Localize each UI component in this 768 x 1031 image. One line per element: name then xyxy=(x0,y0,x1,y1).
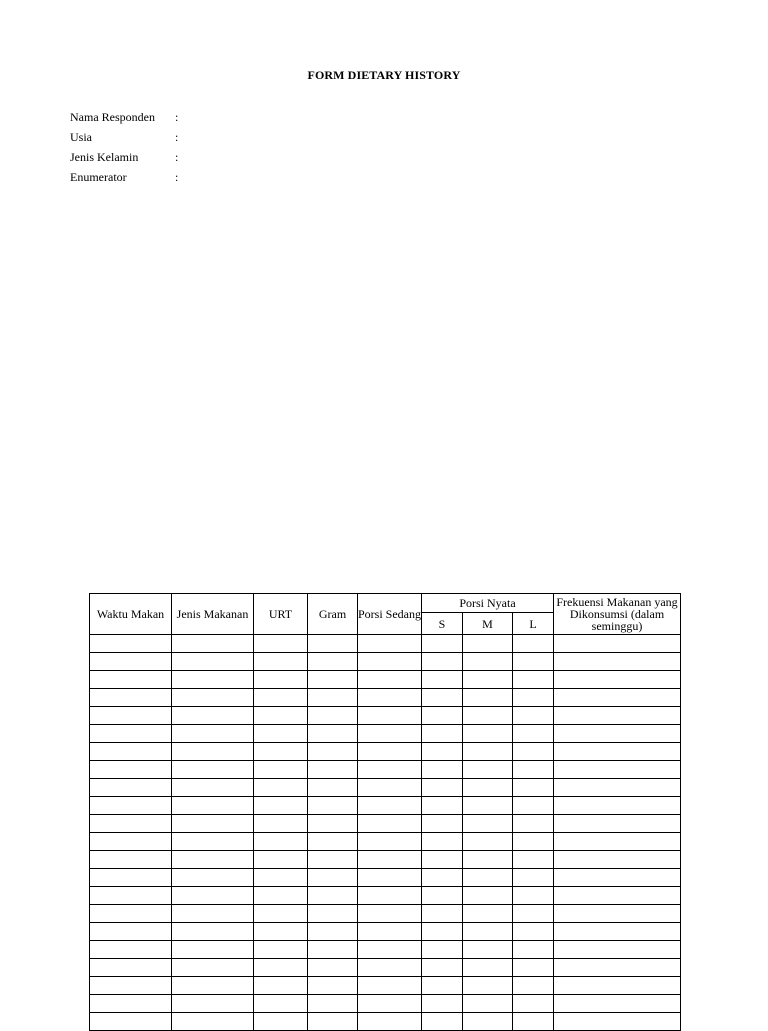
table-cell[interactable] xyxy=(90,635,172,653)
table-cell[interactable] xyxy=(513,815,554,833)
table-cell[interactable] xyxy=(358,905,422,923)
table-cell[interactable] xyxy=(358,671,422,689)
table-cell[interactable] xyxy=(463,977,513,995)
table-cell[interactable] xyxy=(554,959,681,977)
table-row xyxy=(90,941,681,959)
field-label: Jenis Kelamin xyxy=(70,150,139,164)
table-cell[interactable] xyxy=(554,977,681,995)
table-cell[interactable] xyxy=(90,905,172,923)
table-cell[interactable] xyxy=(554,653,681,671)
table-cell[interactable] xyxy=(358,869,422,887)
table-cell[interactable] xyxy=(90,689,172,707)
table-cell[interactable] xyxy=(422,797,463,815)
table-cell[interactable] xyxy=(308,743,358,761)
table-cell[interactable] xyxy=(90,653,172,671)
table-cell[interactable] xyxy=(90,707,172,725)
table-cell[interactable] xyxy=(513,779,554,797)
table-cell[interactable] xyxy=(463,761,513,779)
table-cell[interactable] xyxy=(358,887,422,905)
field-colon: : xyxy=(175,150,179,164)
table-cell[interactable] xyxy=(554,941,681,959)
table-cell[interactable] xyxy=(308,941,358,959)
table-cell[interactable] xyxy=(358,959,422,977)
table-cell[interactable] xyxy=(463,743,513,761)
table-cell[interactable] xyxy=(358,1013,422,1031)
respondent-fields xyxy=(70,110,185,190)
table-cell[interactable] xyxy=(90,671,172,689)
table-cell[interactable] xyxy=(554,797,681,815)
table-cell[interactable] xyxy=(554,743,681,761)
table-row xyxy=(90,977,681,995)
table-cell[interactable] xyxy=(172,851,254,869)
table-cell[interactable] xyxy=(254,1013,308,1031)
table-cell[interactable] xyxy=(513,905,554,923)
table-cell[interactable] xyxy=(254,689,308,707)
table-row xyxy=(90,797,681,815)
table-cell[interactable] xyxy=(254,851,308,869)
table-cell[interactable] xyxy=(308,923,358,941)
table-cell[interactable] xyxy=(90,887,172,905)
table-cell[interactable] xyxy=(90,743,172,761)
header-m: M xyxy=(463,613,513,635)
table-cell[interactable] xyxy=(308,959,358,977)
table-cell[interactable] xyxy=(554,725,681,743)
table-cell[interactable] xyxy=(90,1013,172,1031)
table-cell[interactable] xyxy=(422,995,463,1013)
header-urt: URT xyxy=(254,594,308,635)
header-gram: Gram xyxy=(308,594,358,635)
table-row xyxy=(90,869,681,887)
table-cell[interactable] xyxy=(513,977,554,995)
field-colon: : xyxy=(175,170,179,184)
table-cell[interactable] xyxy=(422,707,463,725)
table-cell[interactable] xyxy=(90,761,172,779)
table-row xyxy=(90,815,681,833)
table-cell[interactable] xyxy=(463,1013,513,1031)
table-cell[interactable] xyxy=(358,977,422,995)
table-row xyxy=(90,959,681,977)
table-cell[interactable] xyxy=(422,941,463,959)
table-cell[interactable] xyxy=(422,671,463,689)
table-cell[interactable] xyxy=(422,1013,463,1031)
table-cell[interactable] xyxy=(254,815,308,833)
table-cell[interactable] xyxy=(358,689,422,707)
table-cell[interactable] xyxy=(254,995,308,1013)
table-cell[interactable] xyxy=(254,743,308,761)
table-cell[interactable] xyxy=(308,905,358,923)
header-porsi-sedang: Porsi Sedang xyxy=(358,594,422,635)
table-cell[interactable] xyxy=(254,959,308,977)
table-cell[interactable] xyxy=(463,725,513,743)
table-cell[interactable] xyxy=(358,995,422,1013)
table-cell[interactable] xyxy=(172,689,254,707)
field-colon: : xyxy=(175,130,179,144)
table-cell[interactable] xyxy=(422,761,463,779)
table-cell[interactable] xyxy=(554,815,681,833)
field-label: Usia xyxy=(70,130,92,144)
table-cell[interactable] xyxy=(90,995,172,1013)
table-cell[interactable] xyxy=(90,923,172,941)
field-usia xyxy=(70,130,185,150)
table-cell[interactable] xyxy=(554,905,681,923)
table-cell[interactable] xyxy=(308,779,358,797)
table-row xyxy=(90,653,681,671)
table-cell[interactable] xyxy=(254,977,308,995)
table-cell[interactable] xyxy=(172,869,254,887)
table-cell[interactable] xyxy=(513,689,554,707)
table-row xyxy=(90,635,681,653)
table-cell[interactable] xyxy=(463,653,513,671)
table-cell[interactable] xyxy=(308,707,358,725)
table-cell[interactable] xyxy=(554,779,681,797)
table-cell[interactable] xyxy=(254,797,308,815)
table-cell[interactable] xyxy=(422,653,463,671)
table-cell[interactable] xyxy=(422,689,463,707)
table-cell[interactable] xyxy=(358,779,422,797)
table-cell[interactable] xyxy=(308,851,358,869)
table-cell[interactable] xyxy=(513,635,554,653)
table-row xyxy=(90,725,681,743)
table-cell[interactable] xyxy=(172,977,254,995)
table-cell[interactable] xyxy=(358,851,422,869)
table-cell[interactable] xyxy=(358,725,422,743)
table-cell[interactable] xyxy=(308,815,358,833)
table-cell[interactable] xyxy=(172,887,254,905)
table-cell[interactable] xyxy=(254,671,308,689)
table-row xyxy=(90,887,681,905)
table-row xyxy=(90,833,681,851)
table-row xyxy=(90,995,681,1013)
table-cell[interactable] xyxy=(513,671,554,689)
table-cell[interactable] xyxy=(254,923,308,941)
table-cell[interactable] xyxy=(172,1013,254,1031)
table-cell[interactable] xyxy=(554,851,681,869)
field-jenis-kelamin xyxy=(70,150,185,170)
table-cell[interactable] xyxy=(254,833,308,851)
table-row xyxy=(90,707,681,725)
table-row xyxy=(90,743,681,761)
table-cell[interactable] xyxy=(308,797,358,815)
table-cell[interactable] xyxy=(308,977,358,995)
table-row xyxy=(90,779,681,797)
table-cell[interactable] xyxy=(308,671,358,689)
table-row xyxy=(90,671,681,689)
table-cell[interactable] xyxy=(554,995,681,1013)
table-cell[interactable] xyxy=(308,833,358,851)
table-cell[interactable] xyxy=(554,689,681,707)
table-cell[interactable] xyxy=(463,635,513,653)
table-cell[interactable] xyxy=(463,941,513,959)
table-cell[interactable] xyxy=(463,689,513,707)
table-cell[interactable] xyxy=(254,653,308,671)
table-cell[interactable] xyxy=(308,1013,358,1031)
table-cell[interactable] xyxy=(172,761,254,779)
field-nama-responden xyxy=(70,110,185,130)
table-row xyxy=(90,923,681,941)
table-cell[interactable] xyxy=(422,635,463,653)
header-frekuensi: Frekuensi Makanan yang Dikonsumsi (dalam seminggu) xyxy=(554,594,681,635)
table-cell[interactable] xyxy=(358,923,422,941)
table-cell[interactable] xyxy=(172,995,254,1013)
table-cell[interactable] xyxy=(463,851,513,869)
table-cell[interactable] xyxy=(463,923,513,941)
table-cell[interactable] xyxy=(422,851,463,869)
table-cell[interactable] xyxy=(463,887,513,905)
table-cell[interactable] xyxy=(172,905,254,923)
table-cell[interactable] xyxy=(463,995,513,1013)
table-cell[interactable] xyxy=(254,725,308,743)
header-s: S xyxy=(422,613,463,635)
table-cell[interactable] xyxy=(422,815,463,833)
field-colon: : xyxy=(175,110,179,124)
table-cell[interactable] xyxy=(90,977,172,995)
table-cell[interactable] xyxy=(172,941,254,959)
table-cell[interactable] xyxy=(358,761,422,779)
table-cell[interactable] xyxy=(172,779,254,797)
table-cell[interactable] xyxy=(90,869,172,887)
table-cell[interactable] xyxy=(554,869,681,887)
table-cell[interactable] xyxy=(358,707,422,725)
table-cell[interactable] xyxy=(463,671,513,689)
field-label: Nama Responden xyxy=(70,110,155,124)
table-cell[interactable] xyxy=(358,797,422,815)
table-cell[interactable] xyxy=(463,833,513,851)
table-cell[interactable] xyxy=(90,797,172,815)
table-cell[interactable] xyxy=(554,671,681,689)
table-cell[interactable] xyxy=(172,833,254,851)
table-cell[interactable] xyxy=(422,869,463,887)
table-body xyxy=(90,635,681,1031)
table-row xyxy=(90,761,681,779)
table-cell[interactable] xyxy=(358,653,422,671)
header-l: L xyxy=(513,613,554,635)
table-cell[interactable] xyxy=(308,869,358,887)
table-cell[interactable] xyxy=(254,779,308,797)
table-row xyxy=(90,905,681,923)
table-cell[interactable] xyxy=(172,743,254,761)
table-cell[interactable] xyxy=(90,941,172,959)
table-cell[interactable] xyxy=(254,905,308,923)
table-cell[interactable] xyxy=(554,1013,681,1031)
table-cell[interactable] xyxy=(513,833,554,851)
table-cell[interactable] xyxy=(513,887,554,905)
table-cell[interactable] xyxy=(422,959,463,977)
table-cell[interactable] xyxy=(554,635,681,653)
table-cell[interactable] xyxy=(422,977,463,995)
table-cell[interactable] xyxy=(513,923,554,941)
table-cell[interactable] xyxy=(422,725,463,743)
table-cell[interactable] xyxy=(513,869,554,887)
table-cell[interactable] xyxy=(513,995,554,1013)
table-cell[interactable] xyxy=(254,635,308,653)
table-cell[interactable] xyxy=(308,689,358,707)
table-cell[interactable] xyxy=(463,779,513,797)
table-cell[interactable] xyxy=(358,815,422,833)
table-cell[interactable] xyxy=(463,905,513,923)
table-cell[interactable] xyxy=(172,707,254,725)
table-cell[interactable] xyxy=(90,851,172,869)
table-cell[interactable] xyxy=(422,887,463,905)
table-cell[interactable] xyxy=(513,761,554,779)
table-cell[interactable] xyxy=(463,797,513,815)
table-row xyxy=(90,851,681,869)
table-cell[interactable] xyxy=(172,923,254,941)
table-cell[interactable] xyxy=(172,725,254,743)
table-cell[interactable] xyxy=(308,887,358,905)
table-cell[interactable] xyxy=(422,833,463,851)
table-cell[interactable] xyxy=(172,815,254,833)
table-cell[interactable] xyxy=(463,869,513,887)
table-cell[interactable] xyxy=(90,833,172,851)
table-cell[interactable] xyxy=(513,653,554,671)
table-cell[interactable] xyxy=(513,851,554,869)
table-row xyxy=(90,689,681,707)
table-cell[interactable] xyxy=(513,797,554,815)
table-cell[interactable] xyxy=(513,707,554,725)
table-cell[interactable] xyxy=(254,869,308,887)
form-title: FORM DIETARY HISTORY xyxy=(307,68,461,82)
table-cell[interactable] xyxy=(422,779,463,797)
table-cell[interactable] xyxy=(254,707,308,725)
table-cell[interactable] xyxy=(513,725,554,743)
table-cell[interactable] xyxy=(422,905,463,923)
table-cell[interactable] xyxy=(90,815,172,833)
table-cell[interactable] xyxy=(513,941,554,959)
table-cell[interactable] xyxy=(308,725,358,743)
table-cell[interactable] xyxy=(172,635,254,653)
table-cell[interactable] xyxy=(358,833,422,851)
table-cell[interactable] xyxy=(254,887,308,905)
table-cell[interactable] xyxy=(463,815,513,833)
table-cell[interactable] xyxy=(422,923,463,941)
table-cell[interactable] xyxy=(358,941,422,959)
table-cell[interactable] xyxy=(513,743,554,761)
table-cell[interactable] xyxy=(90,959,172,977)
table-cell[interactable] xyxy=(358,635,422,653)
table-cell[interactable] xyxy=(308,653,358,671)
table-cell[interactable] xyxy=(308,635,358,653)
dietary-history-table xyxy=(89,593,681,1031)
table-cell[interactable] xyxy=(554,761,681,779)
field-label: Enumerator xyxy=(70,170,127,184)
table-cell[interactable] xyxy=(90,779,172,797)
field-enumerator xyxy=(70,170,185,190)
table-cell[interactable] xyxy=(463,959,513,977)
table-cell[interactable] xyxy=(513,1013,554,1031)
table-cell[interactable] xyxy=(554,707,681,725)
table-cell[interactable] xyxy=(358,743,422,761)
table-cell[interactable] xyxy=(254,761,308,779)
table-cell[interactable] xyxy=(254,941,308,959)
table-cell[interactable] xyxy=(513,959,554,977)
table-cell[interactable] xyxy=(172,959,254,977)
header-jenis-makanan: Jenis Makanan xyxy=(172,594,254,635)
table-row xyxy=(90,1013,681,1031)
table-cell[interactable] xyxy=(172,671,254,689)
table-cell[interactable] xyxy=(463,707,513,725)
table-cell[interactable] xyxy=(90,725,172,743)
table-cell[interactable] xyxy=(308,761,358,779)
table-cell[interactable] xyxy=(554,833,681,851)
table-cell[interactable] xyxy=(308,995,358,1013)
table-cell[interactable] xyxy=(422,743,463,761)
table-cell[interactable] xyxy=(172,797,254,815)
header-porsi-nyata: Porsi Nyata xyxy=(422,594,554,613)
table-cell[interactable] xyxy=(172,653,254,671)
table-cell[interactable] xyxy=(554,923,681,941)
table-cell[interactable] xyxy=(554,887,681,905)
header-waktu-makan: Waktu Makan xyxy=(90,594,172,635)
